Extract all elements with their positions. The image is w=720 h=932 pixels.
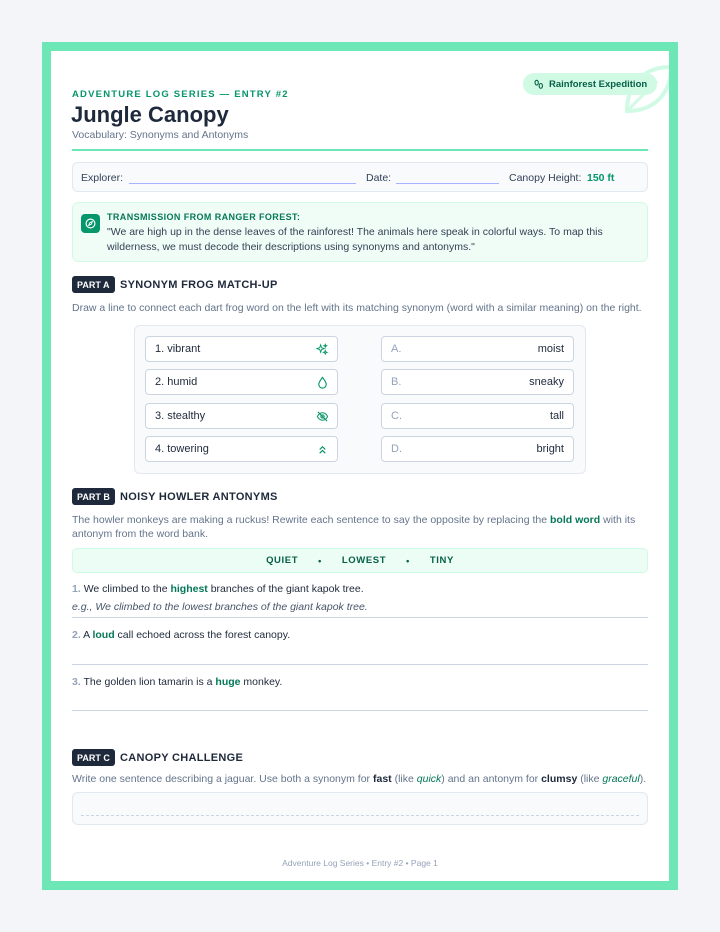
synonym-letter: A.	[391, 343, 402, 355]
frog-word-card[interactable]	[145, 436, 338, 462]
sentence-bold-word: huge	[215, 676, 241, 688]
instr-italic: graceful	[602, 773, 640, 785]
eye-off-icon	[316, 410, 329, 423]
info-bar	[72, 162, 648, 192]
sentence-number: 2.	[72, 629, 81, 641]
canopy-height-label: Canopy Height:	[509, 172, 582, 184]
header-divider	[72, 149, 648, 151]
expedition-badge-label: Rainforest Expedition	[549, 78, 648, 90]
part-b-badge: PART B	[72, 488, 115, 505]
answer-line[interactable]	[72, 710, 648, 711]
frog-word: 4. towering	[155, 443, 209, 455]
answer-guide-line	[81, 815, 639, 816]
instr-bold: bold word	[550, 514, 601, 526]
instr-bold: clumsy	[541, 773, 578, 785]
part-c-title: CANOPY CHALLENGE	[120, 752, 244, 764]
sparkle-icon	[316, 343, 329, 356]
explorer-label: Explorer:	[81, 172, 124, 184]
synonym-card[interactable]	[381, 336, 574, 362]
instr-text: ).	[639, 773, 647, 785]
instr-text: (like	[391, 773, 417, 785]
part-c-badge: PART C	[72, 749, 115, 766]
sentence-number: 1.	[72, 583, 81, 595]
transmission-text: "We are high up in the dense leaves of the rainforest! The animals here speak in colorful ways. To map this wilderness, we must decode their descriptions using synonyms and antonyms."	[107, 226, 603, 253]
part-a-badge: PART A	[72, 276, 115, 293]
frog-word: 3. stealthy	[155, 410, 206, 422]
word-bank-item: TINY	[429, 555, 454, 566]
sentence-text: A	[83, 629, 93, 641]
word-bank	[72, 548, 648, 573]
synonym-card[interactable]	[381, 436, 574, 462]
canopy-height-value: 150 ft	[587, 172, 615, 184]
part-b-title: NOISY HOWLER ANTONYMS	[120, 491, 278, 503]
page-footer: Adventure Log Series • Entry #2 • Page 1	[282, 858, 438, 868]
page-subtitle: Vocabulary: Synonyms and Antonyms	[72, 129, 249, 141]
compass-icon	[81, 214, 100, 233]
synonym-card[interactable]	[381, 403, 574, 429]
synonym-word: moist	[537, 343, 564, 355]
sentence-bold-word: highest	[170, 583, 208, 595]
page-title: Jungle Canopy	[71, 102, 229, 127]
transmission-heading: TRANSMISSION FROM RANGER FOREST:	[107, 212, 301, 222]
synonym-letter: B.	[391, 376, 402, 388]
droplet-icon	[316, 376, 329, 389]
synonym-word: sneaky	[529, 376, 564, 388]
word-bank-separator: •	[318, 555, 322, 566]
part-a-title: SYNONYM FROG MATCH-UP	[120, 279, 278, 291]
instr-text: with its	[600, 514, 636, 526]
sentence-text: call echoed across the forest canopy.	[114, 629, 291, 641]
worksheet	[51, 51, 669, 881]
series-label: ADVENTURE LOG SERIES — ENTRY #2	[72, 89, 289, 100]
instr-text: ) and an antonym for	[441, 773, 542, 785]
expedition-badge	[523, 73, 657, 95]
sentence-2	[72, 629, 290, 641]
frog-word-card[interactable]	[145, 403, 338, 429]
page-border	[42, 42, 678, 890]
synonym-card[interactable]	[381, 369, 574, 395]
word-bank-item: QUIET	[266, 555, 299, 566]
match-area	[134, 325, 586, 474]
synonym-letter: D.	[391, 443, 402, 455]
frog-word: 2. humid	[155, 376, 198, 388]
date-label: Date:	[366, 172, 392, 184]
sentence-text: We climbed to the	[83, 583, 171, 595]
part-c-instructions	[72, 772, 646, 786]
sentence-bold-word: loud	[92, 629, 115, 641]
part-a-instructions: Draw a line to connect each dart frog word on the left with its matching synonym (word with a similar meaning) on the right.	[72, 302, 642, 314]
frog-word-card[interactable]	[145, 369, 338, 395]
sentence-text: branches of the giant kapok tree.	[207, 583, 364, 595]
answer-line[interactable]	[72, 617, 648, 618]
sentence-3	[72, 676, 282, 688]
sentence-text: monkey.	[240, 676, 283, 688]
instr-bold: fast	[372, 773, 392, 785]
sentence-number: 3.	[72, 676, 81, 688]
example-answer: e.g., We climbed to the lowest branches of the giant kapok tree.	[72, 601, 368, 613]
explorer-field[interactable]	[129, 183, 356, 184]
instr-text: The howler monkeys are making a ruckus! Rewrite each sentence to say the opposite by replacing the	[72, 514, 551, 526]
instr-italic: quick	[416, 773, 442, 785]
sentence-text: The golden lion tamarin is a	[83, 676, 216, 688]
instr-text: (like	[577, 773, 603, 785]
instr-text: Write one sentence describing a jaguar. Use both a synonym for	[72, 773, 373, 785]
frog-word-card[interactable]	[145, 336, 338, 362]
word-bank-item: LOWEST	[341, 555, 387, 566]
word-bank-separator: •	[406, 555, 410, 566]
synonym-letter: C.	[391, 410, 402, 422]
chevrons-up-icon	[316, 443, 329, 456]
challenge-answer-box[interactable]	[72, 792, 648, 825]
ranger-transmission	[72, 202, 648, 262]
frog-word: 1. vibrant	[155, 343, 201, 355]
part-b-instructions	[72, 513, 635, 541]
answer-line[interactable]	[72, 664, 648, 665]
date-field[interactable]	[396, 183, 499, 184]
instr-text: antonym from the word bank.	[72, 528, 208, 540]
synonym-word: tall	[549, 410, 564, 422]
footprints-icon	[533, 79, 544, 90]
sentence-1	[72, 583, 364, 595]
synonym-word: bright	[536, 443, 564, 455]
